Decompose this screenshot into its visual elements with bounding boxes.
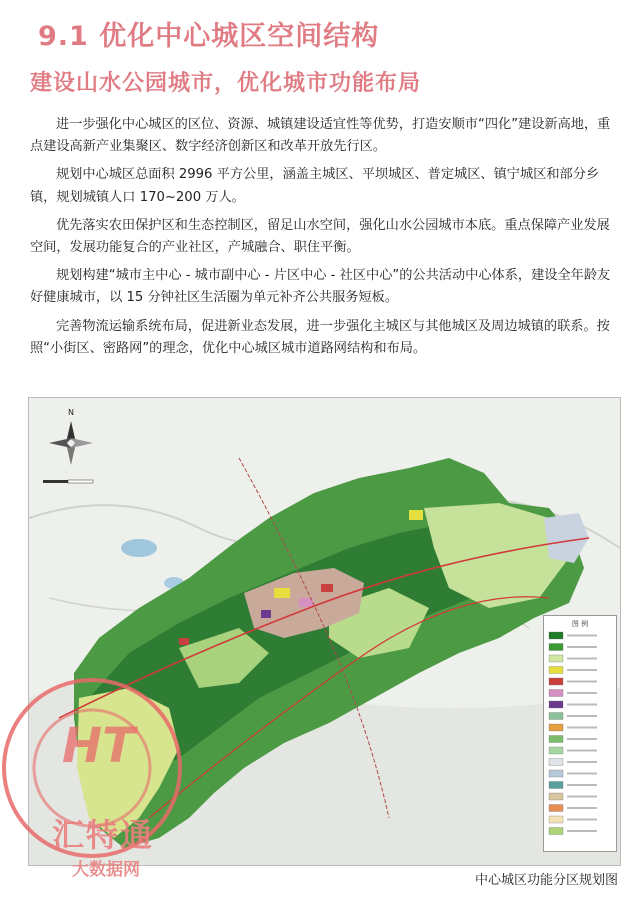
body-text	[30, 114, 620, 366]
legend-swatch	[549, 713, 563, 720]
paragraph: 完善物流运输系统布局，促进新业态发展，进一步强化主城区与其他城区及周边城镇的联系。按照“小街区、密路网”的理念，优化中心城区城市道路网结构和布局。	[30, 318, 610, 356]
legend-swatch	[549, 816, 563, 823]
legend-title: 图 例	[571, 620, 589, 628]
legend-label-line	[567, 692, 597, 694]
map-caption: 中心城区功能分区规划图	[474, 873, 618, 888]
paragraph: 规划构建“城市主中心 - 城市副中心 - 片区中心 - 社区中心”的公共活动中心体系，建设全年龄友好健康城市，以 15 分钟社区生活圈为单元补齐公共服务短板。	[30, 268, 611, 306]
legend-swatches	[544, 616, 616, 851]
legend-swatch	[549, 759, 563, 766]
legend-label-line	[567, 704, 597, 706]
watermark-sub: 大数据网	[72, 860, 140, 880]
legend-swatch	[549, 667, 563, 674]
legend-swatch	[549, 828, 563, 835]
legend-label-line	[567, 807, 597, 809]
legend-swatch	[549, 724, 563, 731]
legend-label-line	[567, 658, 597, 660]
watermark-logo-letters: HT	[62, 718, 135, 774]
paragraph: 进一步强化中心城区的区位、资源、城镇建设适宜性等优势，打造安顺市“四化”建设新高地，重点建设高新产业集聚区、数字经济创新区和改革开放先行区。	[30, 117, 611, 155]
legend-swatch	[549, 644, 563, 651]
legend-label-line	[567, 727, 597, 729]
legend-label-line	[567, 750, 597, 752]
legend-label-line	[567, 819, 597, 821]
legend-label-line	[567, 715, 597, 717]
legend-swatch	[549, 793, 563, 800]
paragraph: 优先落实农田保护区和生态控制区，留足山水空间，强化山水公园城市本底。重点保障产业发展空间，发展功能复合的产业社区，产城融合、职住平衡。	[30, 217, 610, 256]
legend-label-line	[567, 796, 597, 798]
legend-label-line	[567, 669, 597, 671]
legend-label-line	[567, 830, 597, 832]
watermark-brand: 汇特通	[52, 816, 155, 854]
legend-swatch	[549, 782, 563, 789]
legend-swatch	[549, 805, 563, 812]
legend-swatch	[549, 747, 563, 754]
page-title: 9.1 优化中心城区空间结构	[38, 21, 380, 52]
legend-label-line	[567, 761, 597, 763]
legend-label-line	[567, 738, 597, 740]
legend-swatch	[549, 632, 563, 639]
section-subtitle: 建设山水公园城市，优化城市功能布局	[30, 71, 422, 96]
legend-swatch	[549, 770, 563, 777]
legend-swatch	[549, 655, 563, 662]
legend-label-line	[567, 681, 597, 683]
compass-label: N	[68, 408, 74, 417]
legend-swatch	[549, 701, 563, 708]
legend-swatch	[549, 678, 563, 685]
legend-label-line	[567, 784, 597, 786]
legend-swatch	[549, 690, 563, 697]
legend-label-line	[567, 646, 597, 648]
legend-swatch	[549, 736, 563, 743]
legend-label-line	[567, 635, 597, 637]
legend-label-line	[567, 773, 597, 775]
map-legend	[543, 615, 617, 852]
paragraph: 规划中心城区总面积 2996 平方公里，涵盖主城区、平坝城区、普定城区、镇宁城区和部分乡镇，规划城镇人口 170~200 万人。	[30, 167, 600, 205]
